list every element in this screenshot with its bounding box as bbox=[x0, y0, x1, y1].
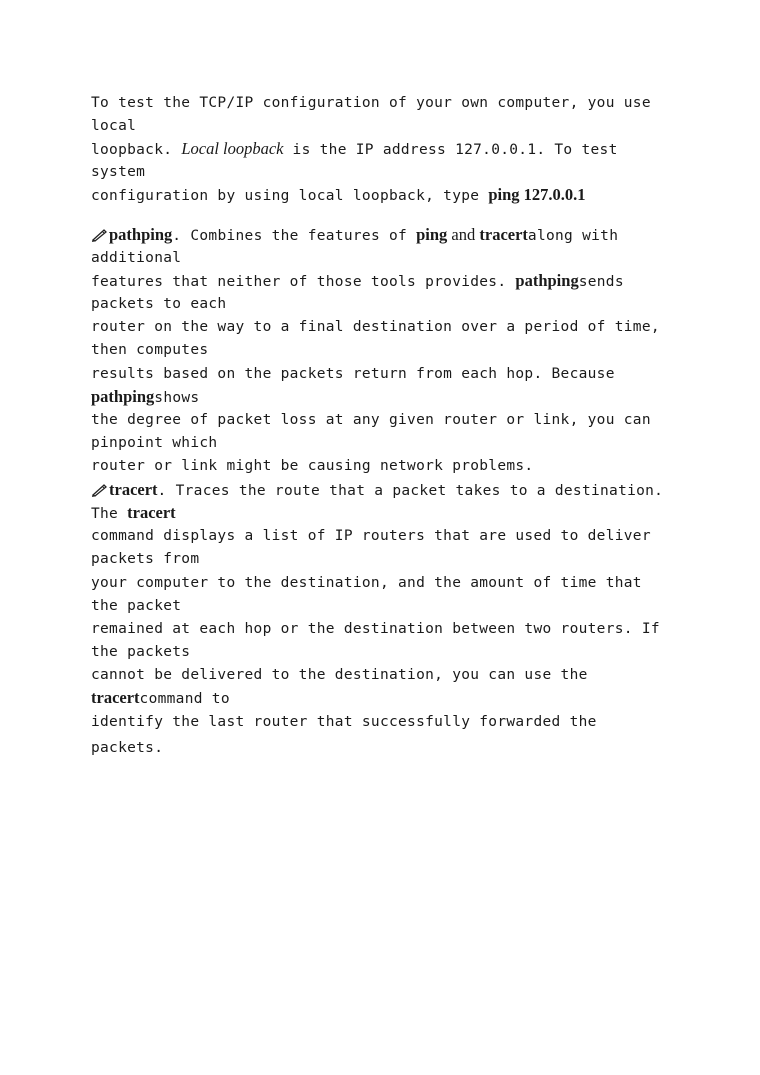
text-line bbox=[91, 550, 199, 568]
text-run: packets from bbox=[91, 551, 200, 567]
text-run: the degree of packet loss at any given router or link, you can bbox=[91, 412, 651, 428]
text-run: packets to each bbox=[91, 296, 227, 312]
text-run: identify the last router that successfully forwarded the bbox=[91, 714, 597, 730]
text-line bbox=[91, 186, 586, 205]
command-tracert: tracert bbox=[479, 225, 528, 244]
text-line bbox=[91, 574, 642, 592]
text-run: is the IP address 127.0.0.1. To test bbox=[283, 142, 618, 158]
text-line bbox=[91, 117, 136, 135]
text-line bbox=[91, 272, 624, 291]
text-line bbox=[91, 527, 651, 545]
text-run: . Combines the features of bbox=[172, 228, 417, 244]
text-line bbox=[91, 94, 651, 112]
text-line bbox=[91, 341, 208, 359]
text-run: configuration by using local loopback, type bbox=[91, 188, 489, 204]
text-line bbox=[91, 140, 618, 159]
text-run: command to bbox=[139, 691, 230, 707]
text-line bbox=[91, 504, 176, 523]
text-run: and bbox=[447, 225, 480, 244]
text-line bbox=[91, 388, 199, 407]
text-run: features that neither of those tools provides. bbox=[91, 274, 516, 290]
text-line bbox=[91, 620, 660, 638]
command-ping: ping bbox=[416, 225, 448, 244]
text-run: To test the TCP/IP configuration of your own computer, you use bbox=[91, 95, 651, 111]
text-line bbox=[91, 318, 660, 336]
text-line bbox=[91, 597, 181, 615]
command-ping: ping 127.0.0.1 bbox=[488, 185, 586, 204]
command-tracert: tracert bbox=[109, 480, 158, 499]
text-run: the packets bbox=[91, 644, 191, 660]
text-run: remained at each hop or the destination between two routers. If bbox=[91, 621, 660, 637]
text-line bbox=[91, 481, 663, 500]
text-run: your computer to the destination, and the amount of time that bbox=[91, 575, 642, 591]
text-line bbox=[91, 739, 163, 757]
text-run: router or link might be causing network problems. bbox=[91, 458, 534, 474]
pencil-icon bbox=[91, 228, 108, 242]
text-line bbox=[91, 666, 588, 684]
text-run: . Traces the route that a packet takes to a destination. bbox=[157, 483, 664, 499]
text-line bbox=[91, 295, 226, 313]
text-run: loopback. bbox=[91, 142, 173, 158]
text-line bbox=[91, 689, 230, 708]
command-pathping: pathping bbox=[515, 271, 579, 290]
text-line bbox=[91, 434, 217, 452]
text-line bbox=[91, 411, 651, 429]
text-run: cannot be delivered to the destination, you can use the bbox=[91, 667, 588, 683]
text-line bbox=[91, 643, 190, 661]
text-run: along with bbox=[527, 228, 619, 244]
text-run: then computes bbox=[91, 342, 209, 358]
command-tracert: tracert bbox=[91, 688, 140, 707]
text-run: shows bbox=[154, 390, 200, 406]
command-pathping: pathping bbox=[91, 387, 155, 406]
pencil-icon bbox=[91, 483, 108, 497]
text-run: system bbox=[91, 164, 146, 180]
text-line bbox=[91, 457, 533, 475]
text-run: additional bbox=[91, 250, 182, 266]
text-run: local bbox=[91, 118, 137, 134]
text-run: sends bbox=[578, 274, 624, 290]
command-tracert: tracert bbox=[127, 503, 176, 522]
text-run: pinpoint which bbox=[91, 435, 218, 451]
italic-term: Local loopback bbox=[181, 139, 284, 158]
text-line bbox=[91, 365, 615, 383]
text-run: packets. bbox=[91, 740, 164, 756]
text-line bbox=[91, 163, 145, 181]
text-run: router on the way to a final destination over a period of time, bbox=[91, 319, 660, 335]
command-pathping: pathping bbox=[109, 225, 173, 244]
text-run: The bbox=[91, 506, 128, 522]
text-run: command displays a list of IP routers that are used to deliver bbox=[91, 528, 651, 544]
text-line bbox=[91, 713, 597, 731]
text-line bbox=[91, 226, 618, 245]
text-line bbox=[91, 249, 181, 267]
text-run: results based on the packets return from each hop. Because bbox=[91, 366, 615, 382]
text-run: the packet bbox=[91, 598, 182, 614]
